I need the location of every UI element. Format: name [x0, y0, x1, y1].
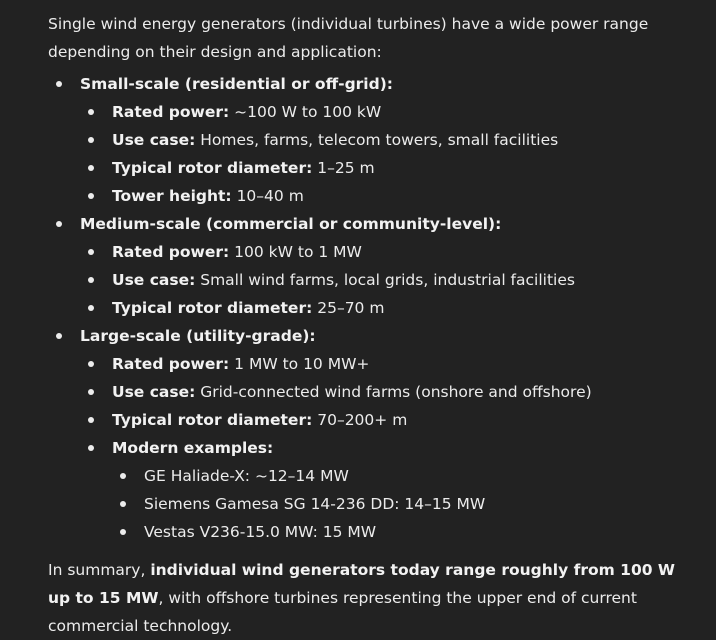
summary-highlight: individual wind generators today range roughly from 100 W up to 15 MW	[48, 561, 676, 607]
detail-item	[80, 294, 676, 322]
detail-value: 10–40 m	[231, 187, 304, 205]
detail-label: Use case:	[112, 383, 196, 401]
detail-value: Homes, farms, telecom towers, small facilities	[195, 131, 559, 149]
detail-item	[80, 406, 676, 434]
detail-item	[80, 350, 676, 378]
example-item: GE Haliade-X: ~12–14 MW	[112, 462, 676, 490]
example-item: Vestas V236-15.0 MW: 15 MW	[112, 518, 676, 546]
detail-value: 70–200+ m	[312, 411, 408, 429]
detail-value: Small wind farms, local grids, industrial facilities	[195, 271, 575, 289]
intro-paragraph: Single wind energy generators (individual turbines) have a wide power range depending on their design and application:	[48, 15, 649, 61]
examples-list	[112, 462, 676, 546]
detail-label: Rated power:	[112, 355, 230, 373]
detail-value: 25–70 m	[312, 299, 385, 317]
detail-item	[80, 434, 676, 546]
detail-label: Modern examples:	[112, 439, 274, 457]
detail-value: 1 MW to 10 MW+	[229, 355, 370, 373]
summary-prefix: In summary,	[48, 561, 151, 579]
detail-list	[80, 98, 676, 210]
category-item	[48, 322, 676, 546]
detail-label: Tower height:	[112, 187, 232, 205]
category-item	[48, 210, 676, 322]
detail-list	[80, 238, 676, 322]
detail-label: Rated power:	[112, 243, 230, 261]
detail-value: 100 kW to 1 MW	[229, 243, 362, 261]
detail-item	[80, 98, 676, 126]
detail-item	[80, 378, 676, 406]
detail-item	[80, 154, 676, 182]
detail-label: Typical rotor diameter:	[112, 299, 313, 317]
detail-item	[80, 238, 676, 266]
example-item: Siemens Gamesa SG 14-236 DD: 14–15 MW	[112, 490, 676, 518]
summary-paragraph	[48, 556, 676, 640]
summary-suffix: , with offshore turbines representing the upper end of current commercial technology.	[48, 589, 637, 635]
detail-value: ~100 W to 100 kW	[229, 103, 382, 121]
detail-list	[80, 350, 676, 546]
category-title: Small-scale (residential or off-grid):	[80, 75, 393, 93]
category-item	[48, 70, 676, 210]
category-title: Large-scale (utility-grade):	[80, 327, 316, 345]
detail-item	[80, 266, 676, 294]
detail-label: Use case:	[112, 131, 196, 149]
category-list	[48, 70, 676, 546]
detail-value: Grid-connected wind farms (onshore and offshore)	[195, 383, 592, 401]
detail-value: 1–25 m	[312, 159, 375, 177]
detail-label: Typical rotor diameter:	[112, 159, 313, 177]
detail-label: Use case:	[112, 271, 196, 289]
category-title: Medium-scale (commercial or community-level):	[80, 215, 502, 233]
detail-label: Rated power:	[112, 103, 230, 121]
detail-item	[80, 126, 676, 154]
detail-label: Typical rotor diameter:	[112, 411, 313, 429]
detail-item	[80, 182, 676, 210]
